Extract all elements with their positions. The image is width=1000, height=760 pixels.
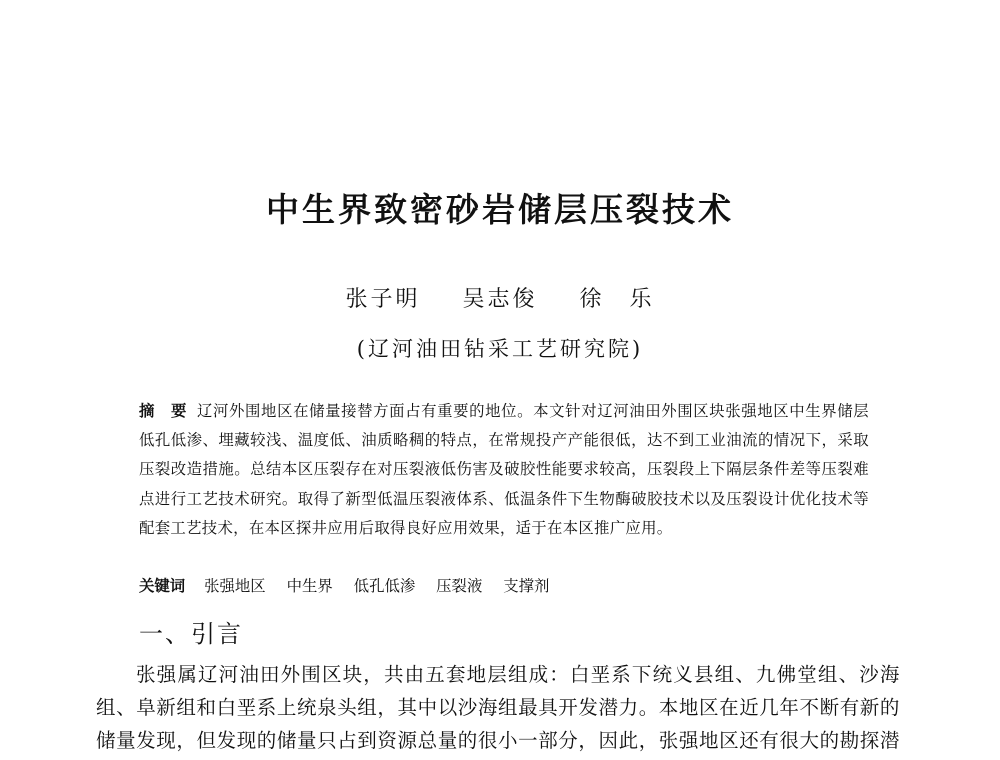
section-paragraph: 张强属辽河油田外围区块，共由五套地层组成：白垩系下统义县组、九佛堂组、沙海组、阜新组和白垩系上统泉头组，其中以沙海组最具开发潜力。本地区在近几年不断有新的储量发现，但发现的储量只占到资源总量的很小一部分，因此，张强地区还有很大的勘探潜 bbox=[96, 663, 901, 752]
section-heading: 一、引言 bbox=[139, 620, 243, 648]
author-list bbox=[0, 284, 1000, 316]
abstract-text: 辽河外围地区在储量接替方面占有重要的地位。本文针对辽河油田外围区块张强地区中生界储层低孔低渗、埋藏较浅、温度低、油质略稠的特点，在常规投产产能很低，达不到工业油流的情况下，采取压裂改造措施。总结本区压裂存在对压裂液低伤害及破胶性能要求较高，压裂段上下隔层条件差等压裂难点进行工艺技术研究。取得了新型低温压裂液体系、低温条件下生物酶破胶技术以及压裂设计优化技术等配套工艺技术，在本区探井应用后取得良好应用效果，适于在本区推广应用。 bbox=[139, 402, 869, 537]
keyword: 中生界 bbox=[286, 577, 333, 595]
abstract bbox=[139, 397, 869, 543]
keywords-label: 关键词 bbox=[139, 577, 186, 595]
author-name: 张子明 bbox=[345, 287, 421, 312]
keyword: 低孔低渗 bbox=[353, 577, 416, 595]
paper-title: 中生界致密砂岩储层压裂技术 bbox=[266, 190, 734, 229]
keyword: 张强地区 bbox=[204, 577, 266, 595]
keywords bbox=[139, 572, 869, 601]
author-name: 徐 乐 bbox=[579, 287, 655, 312]
author-name: 吴志俊 bbox=[462, 287, 538, 312]
keyword: 支撑剂 bbox=[503, 577, 550, 595]
affiliation: (辽河油田钻采工艺研究院) bbox=[356, 337, 644, 361]
keyword: 压裂液 bbox=[436, 577, 483, 595]
abstract-label: 摘 要 bbox=[139, 402, 188, 420]
